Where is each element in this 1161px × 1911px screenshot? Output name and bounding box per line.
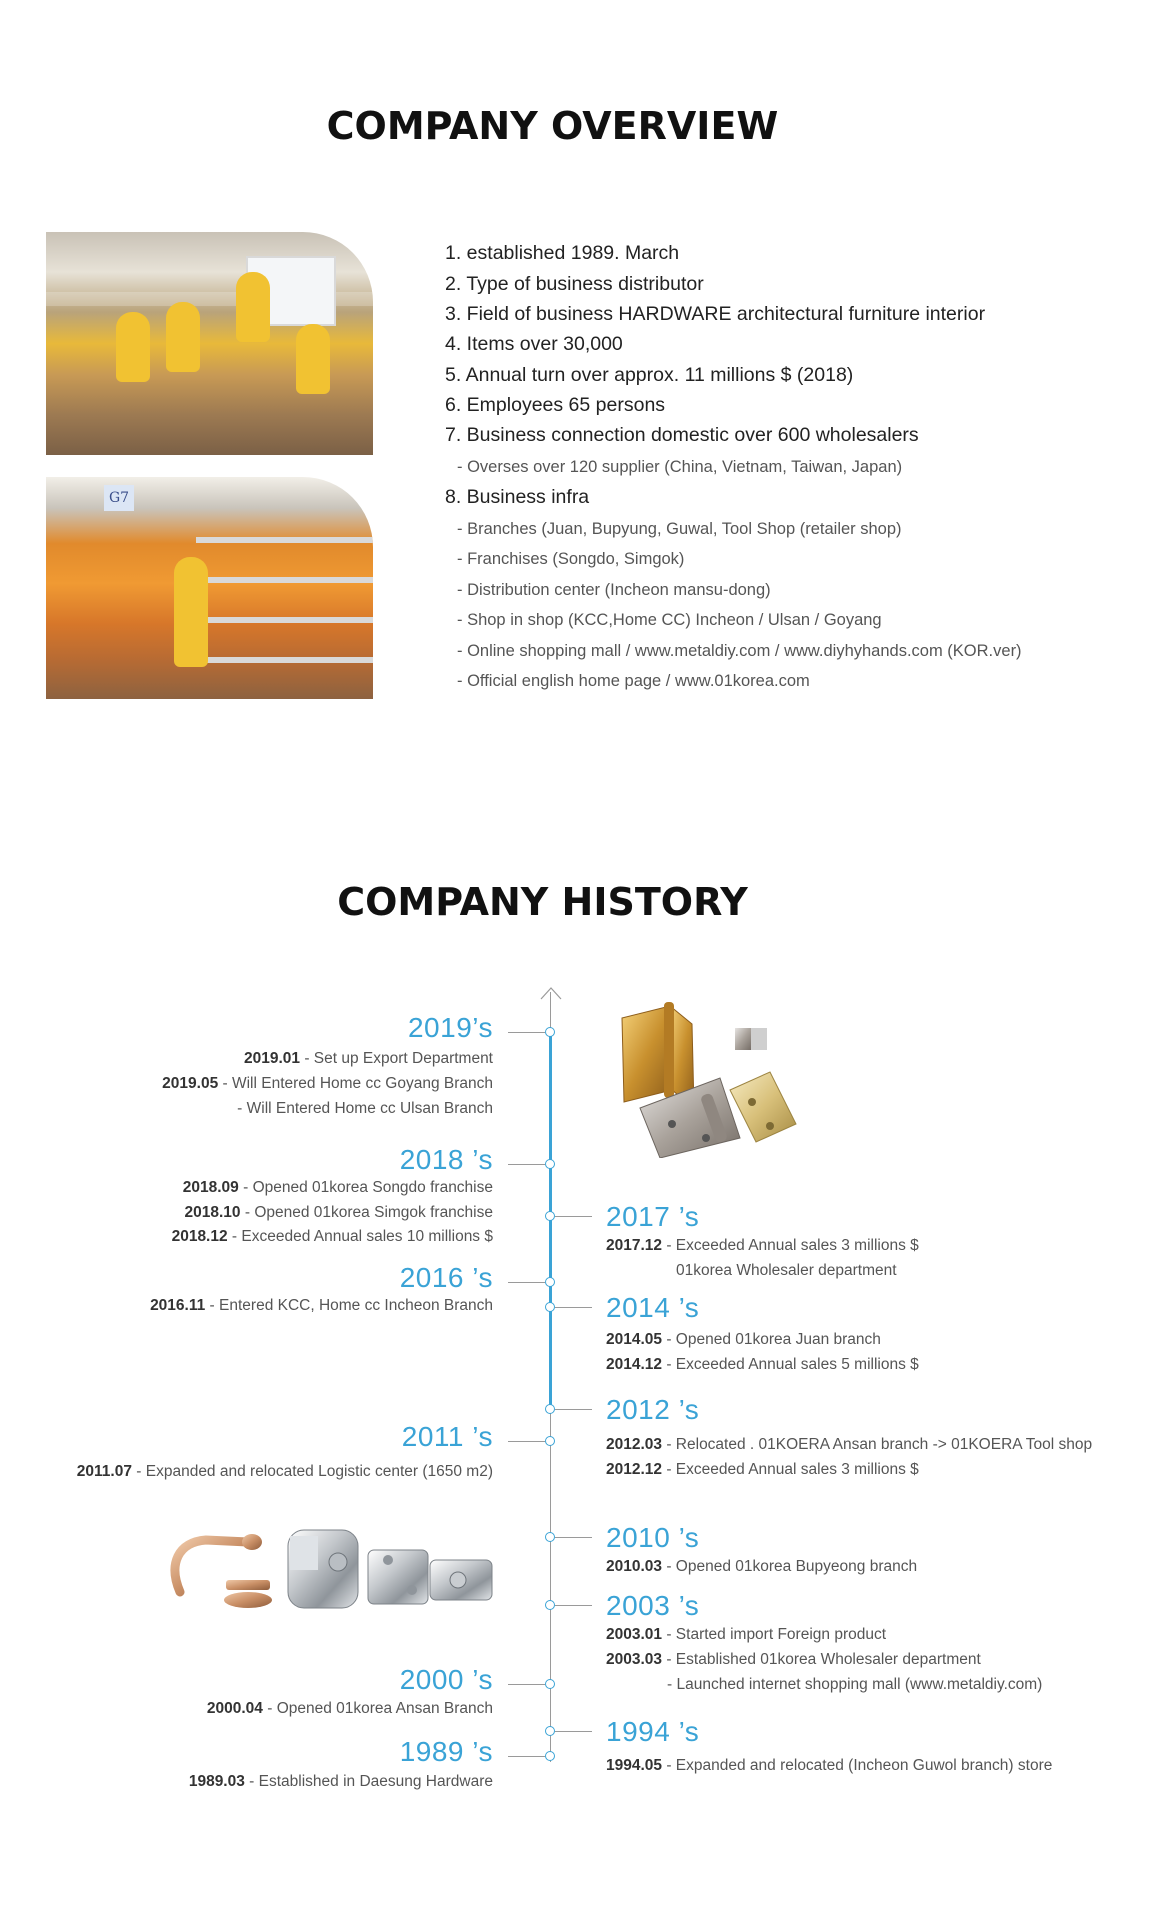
- year-2016: 2016 ’s: [399, 1262, 493, 1293]
- event-1989-03: 1989.03 - Established in Daesung Hardware: [188, 1773, 493, 1790]
- year-2010: 2010 ’s: [606, 1522, 700, 1553]
- overview-title: COMPANY OVERVIEW: [326, 104, 779, 148]
- overview-sub-online-mall: - Online shopping mall / www.metaldiy.com / www.diyhyhands.com (KOR.ver): [457, 642, 1022, 660]
- event-2003-01: 2003.01 - Started import Foreign product: [606, 1626, 887, 1643]
- year-2000: 2000 ’s: [399, 1664, 493, 1695]
- overview-item-7: 7. Business connection domestic over 600 wholesalers: [445, 424, 919, 446]
- event-2017-wholesaler: 01korea Wholesaler department: [676, 1262, 897, 1279]
- overview-item-4: 4. Items over 30,000: [445, 333, 623, 355]
- timeline-dot-2017: [545, 1211, 555, 1221]
- arrow-up-icon: [540, 986, 562, 1000]
- hooks-latches-product-image: [168, 1520, 498, 1620]
- office-training-photo: [46, 232, 373, 455]
- event-2012-12: 2012.12 - Exceeded Annual sales 3 millions $: [606, 1461, 919, 1478]
- timeline-dot-2012: [545, 1404, 555, 1414]
- event-2019-01: 2019.01 - Set up Export Department: [243, 1050, 493, 1067]
- event-2017-12: 2017.12 - Exceeded Annual sales 3 millions $: [606, 1237, 919, 1254]
- overview-sub-suppliers: - Overses over 120 supplier (China, Vietnam, Taiwan, Japan): [457, 458, 903, 476]
- event-2003-03: 2003.03 - Established 01korea Wholesaler department: [606, 1651, 981, 1668]
- timeline-dot-2011: [545, 1436, 555, 1446]
- timeline-dot-1994: [545, 1726, 555, 1736]
- event-2000-04: 2000.04 - Opened 01korea Ansan Branch: [206, 1700, 493, 1717]
- year-2017: 2017 ’s: [606, 1201, 700, 1232]
- timeline-dot-2018: [545, 1159, 555, 1169]
- overview-item-5: 5. Annual turn over approx. 11 millions $ (2018): [445, 364, 854, 386]
- timeline-dot-2000: [545, 1679, 555, 1689]
- overview-sub-branches: - Branches (Juan, Bupyung, Guwal, Tool Shop (retailer shop): [457, 520, 902, 538]
- hinges-product-image: [610, 998, 820, 1158]
- event-2010-03: 2010.03 - Opened 01korea Bupyeong branch: [606, 1558, 918, 1575]
- overview-sub-homepage: - Official english home page / www.01korea.com: [457, 672, 810, 690]
- timeline-dot-1989: [545, 1751, 555, 1761]
- overview-item-1: 1. established 1989. March: [445, 242, 680, 264]
- overview-sub-franchises: - Franchises (Songdo, Simgok): [457, 550, 685, 568]
- event-2019-ulsan: - Will Entered Home cc Ulsan Branch: [237, 1100, 493, 1117]
- overview-item-6: 6. Employees 65 persons: [445, 394, 666, 416]
- event-2012-03: 2012.03 - Relocated . 01KOERA Ansan branch -> 01KOERA Tool shop: [606, 1436, 1093, 1453]
- overview-sub-distribution: - Distribution center (Incheon mansu-dong): [457, 581, 771, 599]
- overview-item-2: 2. Type of business distributor: [445, 273, 704, 295]
- event-2003-mall: - Launched internet shopping mall (www.metaldiy.com): [667, 1676, 1043, 1693]
- timeline-dot-2016: [545, 1277, 555, 1287]
- timeline-dot-2014: [545, 1302, 555, 1312]
- event-2019-05: 2019.05 - Will Entered Home cc Goyang Branch: [162, 1075, 493, 1092]
- event-2011-07: 2011.07 - Expanded and relocated Logistic center (1650 m2): [76, 1463, 493, 1480]
- timeline-dot-2003: [545, 1600, 555, 1610]
- event-2014-12: 2014.12 - Exceeded Annual sales 5 millions $: [606, 1356, 919, 1373]
- event-2018-12: 2018.12 - Exceeded Annual sales 10 millions $: [171, 1228, 493, 1245]
- timeline-dot-2010: [545, 1532, 555, 1542]
- overview-sub-shop-in-shop: - Shop in shop (KCC,Home CC) Incheon / Ulsan / Goyang: [457, 611, 882, 629]
- year-1994: 1994 ’s: [606, 1716, 700, 1747]
- timeline-axis-highlight: [549, 1032, 552, 1410]
- year-2014: 2014 ’s: [606, 1292, 700, 1323]
- shelf-tag: G7: [104, 485, 134, 511]
- event-2014-05: 2014.05 - Opened 01korea Juan branch: [606, 1331, 881, 1348]
- overview-item-3: 3. Field of business HARDWARE architectural furniture interior: [445, 303, 986, 325]
- year-2018: 2018 ’s: [399, 1144, 493, 1175]
- timeline-dot-2019: [545, 1027, 555, 1037]
- year-1989: 1989 ’s: [399, 1736, 493, 1767]
- event-2016-11: 2016.11 - Entered KCC, Home cc Incheon Branch: [150, 1297, 493, 1314]
- year-2012: 2012 ’s: [606, 1394, 700, 1425]
- event-1994-05: 1994.05 - Expanded and relocated (Incheon Guwol branch) store: [606, 1757, 1053, 1774]
- overview-item-8: 8. Business infra: [445, 486, 590, 508]
- event-2018-09: 2018.09 - Opened 01korea Songdo franchise: [182, 1179, 493, 1196]
- history-title: COMPANY HISTORY: [337, 880, 748, 924]
- event-2018-10: 2018.10 - Opened 01korea Simgok franchise: [184, 1204, 493, 1221]
- year-2011: 2011 ’s: [401, 1421, 493, 1452]
- warehouse-shelves-photo: [46, 477, 373, 699]
- year-2019: 2019’s: [407, 1012, 493, 1043]
- year-2003: 2003 ’s: [606, 1590, 700, 1621]
